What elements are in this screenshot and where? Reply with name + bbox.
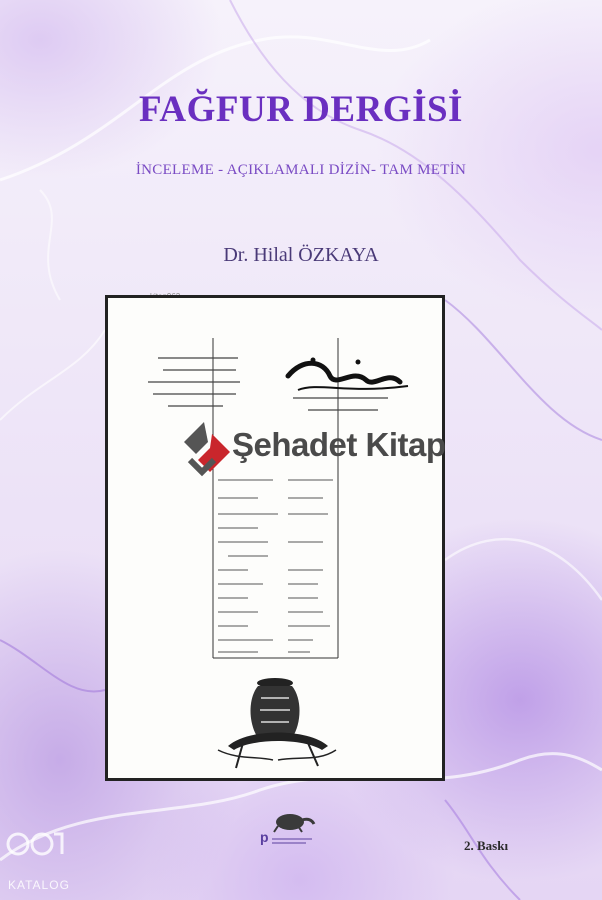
turtle-logo — [256, 808, 320, 848]
watermark-text: Şehadet Kitap — [232, 426, 446, 463]
author-name: Dr. Hilal ÖZKAYA — [223, 244, 379, 266]
katalog-label: KATALOG — [8, 878, 70, 892]
vase-ornament-icon — [218, 678, 336, 768]
watermark — [182, 420, 446, 482]
katalog-logo-icon — [6, 828, 66, 872]
svg-text:p: p — [260, 829, 269, 845]
edition-label: 2. Baskı — [464, 838, 509, 853]
book-subtitle: İNCELEME - AÇIKLAMALI DİZİN- TAM METİN — [135, 162, 467, 178]
ottoman-journal-facsimile — [108, 298, 442, 778]
book-title: FAĞFUR DERGİSİ — [139, 89, 463, 130]
double-chevron-s-logo — [182, 420, 234, 482]
journal-page-image — [105, 295, 445, 781]
